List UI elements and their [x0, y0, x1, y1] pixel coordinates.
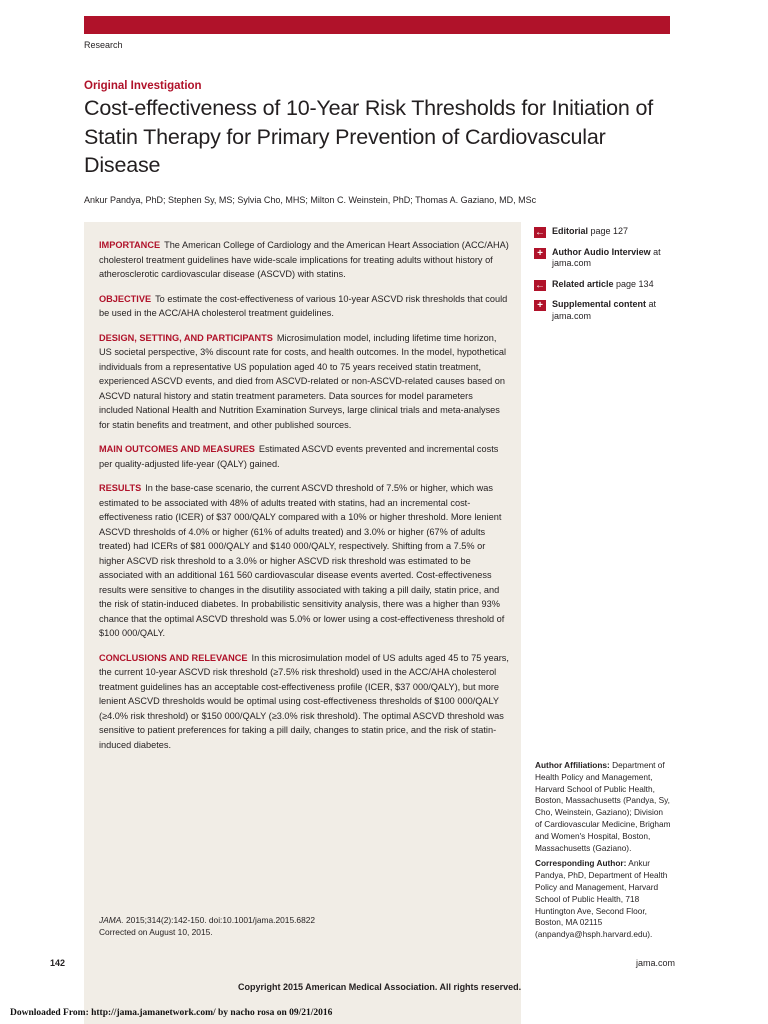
link-detail: page 134 — [613, 278, 654, 289]
abstract-text: In the base-case scenario, the current ASCVD threshold of 7.5% or higher, which was estimated to be associated with 48% of adults treated with statins, had an incremental cost-effectiveness ratio (ICER) of $37 000/QALY compared with a 10% or higher threshold. More lenient ASCVD thresholds of 4.0% or higher (61% of adults treated) and 3.0% or higher (67% of adults treated) had ICERs of $81 000/QALY and $140 000/QALY, respectively. Shifting from a 7.5% or higher ASCVD risk threshold to a 3.0% or higher ASCVD risk threshold was estimated to be associated with an additional 161 560 cardiovascular disease events averted. Cost-effectiveness results were sensitive to changes in the disutility associated with taking a pill daily, statin price, and the risk of statin-induced diabetes. In probabilistic sensitivity analysis, there was a higher than 93% chance that the optimal ASCVD threshold was 5.0% or lower using a cost-effectiveness threshold of $100 000/QALY. — [99, 483, 505, 638]
download-stamp: Downloaded From: http://jama.jamanetwork.com/ by nacho rosa on 09/21/2016 — [10, 1008, 333, 1018]
abstract-results — [99, 481, 509, 641]
link-label: Supplemental content — [552, 299, 647, 309]
abstract-text: Estimated ASCVD events prevented and incremental costs per quality-adjusted life-year (QALY) gained. — [99, 444, 499, 469]
corresponding-text: Ankur Pandya, PhD, Department of Health Policy and Management, Harvard School of Public Health, 718 Huntington Ave, Second Floor, Boston, MA 02115 (anpandya@hsph.harvard.edu). — [535, 858, 668, 940]
article-type: Original Investigation — [84, 80, 202, 92]
author-list: Ankur Pandya, PhD; Stephen Sy, MS; Sylvia Cho, MHS; Milton C. Weinstein, PhD; Thomas A. Gaziano, MD, MSc — [84, 195, 537, 205]
abstract-text: The American College of Cardiology and the American Heart Association (ACC/AHA) cholesterol treatment guidelines have wide-scale implications for treating adults without history of atherosclerotic cardiovascular disease (ASCVD) with statins. — [99, 240, 509, 279]
citation — [99, 914, 315, 938]
abstract-heading: IMPORTANCE — [99, 240, 161, 250]
abstract-heading: DESIGN, SETTING, AND PARTICIPANTS — [99, 332, 273, 343]
abstract-text: To estimate the cost-effectiveness of various 10-year ASCVD risk thresholds that could be used in the ACC/AHA cholesterol treatment guidelines. — [99, 293, 508, 318]
editorial-link[interactable] — [534, 226, 674, 238]
affiliations-heading: Author Affiliations: — [535, 760, 610, 770]
abstract-panel — [84, 222, 521, 1024]
link-detail: page 127 — [588, 226, 629, 236]
arrow-left-icon: ← — [535, 227, 545, 238]
abstract-design — [99, 331, 509, 433]
abstract-text: Microsimulation model, including lifetime time horizon, US societal perspective, 3% discount rate for costs, and health outcomes. In the model, hypothetical individuals from a representative US population aged 40 to 75 years received statin treatment, experienced ASCVD events, and died from ASCVD-related or non-ASCVD-related causes based on ASCVD natural history and statin treatment parameters. Data sources for model parameters included National Health and Nutrition Examination Surveys, large clinical trials and meta-analyses for statin benefits and treatment, and other published sources. — [99, 332, 507, 430]
citation-line — [99, 914, 315, 926]
link-label: Related article — [552, 278, 614, 289]
plus-icon: + — [534, 248, 546, 259]
link-detail: at jama.com — [552, 246, 661, 268]
copyright-notice: Copyright 2015 American Medical Association. All rights reserved. — [238, 982, 522, 992]
abstract-heading: CONCLUSIONS AND RELEVANCE — [99, 652, 248, 663]
corresponding-author-block — [535, 858, 671, 941]
link-label: Editorial — [552, 226, 589, 236]
abstract-heading: RESULTS — [99, 483, 142, 493]
correction-note: Corrected on August 10, 2015. — [99, 927, 213, 937]
citation-doi[interactable]: 2015;314(2):142-150. doi:10.1001/jama.2015.6822 — [126, 915, 316, 925]
section-label: Research — [84, 40, 123, 50]
link-detail: at jama.com — [552, 299, 657, 321]
supplemental-content-link[interactable] — [534, 299, 674, 322]
journal-site-link[interactable]: jama.com — [636, 958, 676, 968]
citation-journal: JAMA. — [99, 915, 124, 925]
abstract-text: In this microsimulation model of US adults aged 45 to 75 years, the current 10-year ASCVD risk threshold (≥7.5% risk threshold) used in the ACC/AHA cholesterol treatment guidelines has an acceptable cost-effectiveness profile (ICER, $37 000/QALY), but more lenient ASCVD thresholds would be optimal using cost-effectiveness thresholds of $100 000/QALY (≥4.0% risk threshold) or $150 000/QALY (≥3.0% risk threshold). The optimal ASCVD threshold was sensitive to patient preferences for taking a pill daily, changes to statin price, and the risk of statin-induced diabetes. — [99, 652, 509, 750]
page-number: 142 — [50, 958, 66, 968]
abstract-outcomes — [99, 442, 509, 471]
author-affiliations — [535, 760, 671, 945]
abstract-conclusions — [99, 651, 509, 753]
link-label: Author Audio Interview — [552, 246, 651, 257]
abstract-heading: MAIN OUTCOMES AND MEASURES — [99, 444, 255, 454]
related-links — [534, 226, 674, 331]
abstract-body — [99, 238, 509, 762]
affiliations-block — [535, 760, 671, 854]
related-article-link[interactable] — [534, 279, 674, 291]
corresponding-heading: Corresponding Author: — [535, 858, 627, 869]
abstract-objective — [99, 292, 509, 321]
affiliations-text: Department of Health Policy and Management, Harvard School of Public Health, Boston, Massachusetts (Pandya, Sy, Cho, Weinstein, Gaziano); Division of Cardiovascular Medicine, Brigham and Women's Hospital, Boston, Massachusetts (Gaziano). — [535, 760, 671, 853]
audio-interview-link[interactable] — [534, 247, 674, 270]
abstract-heading: OBJECTIVE — [99, 293, 152, 304]
abstract-importance — [99, 238, 509, 282]
plus-icon: + — [534, 300, 546, 311]
arrow-left-icon: ← — [535, 279, 545, 291]
article-title: Cost-effectiveness of 10-Year Risk Thresholds for Initiation of Statin Therapy for Primary Prevention of Cardiovascular Disease — [84, 96, 653, 177]
journal-header-bar — [84, 16, 670, 34]
